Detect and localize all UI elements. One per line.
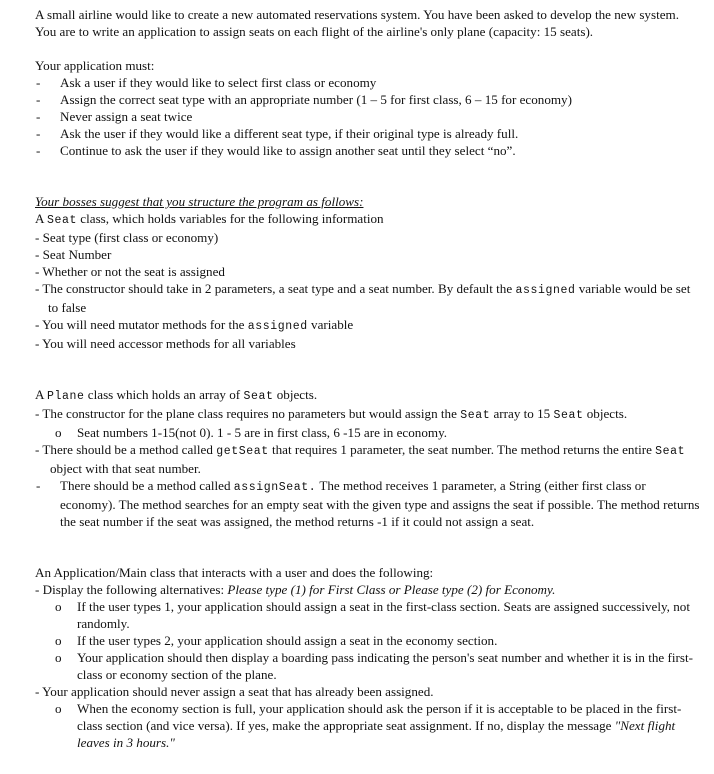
bullet-icon: o xyxy=(55,425,62,440)
plane-class-section xyxy=(35,386,700,530)
list-item: - You will need accessor methods for all variables xyxy=(35,336,296,351)
must-list xyxy=(35,74,700,159)
must-heading: Your application must: xyxy=(35,58,155,73)
bullet-icon: o xyxy=(55,599,62,614)
list-item: - The constructor should take in 2 parameters, a seat type and a seat number. By default the assigned variable would be set to false xyxy=(35,281,691,315)
list-item: o If the user types 2, your application should assign a seat in the economy section. xyxy=(55,633,498,648)
list-item: - There should be a method called assignSeat. The method receives 1 parameter, a String (either first class or economy). The method searches for an empty seat with the given type and assigns the seat if possible. The method returns the seat number if the seat was assigned, the method returns -1 if it could not assign a seat. xyxy=(36,478,700,529)
list-item: - Assign the correct seat type with an appropriate number (1 – 5 for first class, 6 – 15 for economy) xyxy=(36,92,572,107)
seat-class-section xyxy=(35,210,700,352)
app-class-section xyxy=(35,564,700,751)
list-item: - Ask the user if they would like a different seat type, if their original type is already full. xyxy=(36,126,519,141)
list-item: o Your application should then display a boarding pass indicating the person's seat number and whether it is in the first-class or economy section of the plane. xyxy=(55,650,693,682)
plane-class-intro: A Plane class which holds an array of Seat objects. xyxy=(35,387,318,403)
bullet-icon: o xyxy=(55,701,62,716)
list-item: - Ask a user if they would like to select first class or economy xyxy=(36,75,377,90)
list-item: - Seat type (first class or economy) xyxy=(35,230,219,245)
list-item: o If the user types 1, your application should assign a seat in the first-class section. Seats are assigned successively, not randomly. xyxy=(55,599,690,631)
list-item: - Whether or not the seat is assigned xyxy=(35,264,225,279)
list-item: - Your application should never assign a seat that has already been assigned. xyxy=(35,684,434,699)
list-item: - There should be a method called getSeat that requires 1 parameter, the seat number. The method returns the entire Seat object with that seat number. xyxy=(35,442,686,476)
intro-paragraph: A small airline would like to create a new automated reservations system. You have been asked to develop the new system. You are to write an application to assign seats on each flight of the airline's only plane (capacity: 15 seats). xyxy=(35,7,679,39)
list-item: - You will need mutator methods for the assigned variable xyxy=(35,317,354,333)
bullet-icon: o xyxy=(55,633,62,648)
list-item: o When the economy section is full, your application should ask the person if it is acceptable to be placed in the first-class section (and vice versa). If yes, make the appropriate seat assignment. If no, display the message "Next flight leaves in 3 hours." xyxy=(55,701,682,750)
bosses-heading: Your bosses suggest that you structure the program as follows: xyxy=(35,194,364,209)
list-item: o Seat numbers 1-15(not 0). 1 - 5 are in first class, 6 -15 are in economy. xyxy=(55,425,448,440)
list-item: - Display the following alternatives: Please type (1) for First Class or Please type (2) for Economy. xyxy=(35,582,556,597)
list-item: - Continue to ask the user if they would like to assign another seat until they select “no”. xyxy=(36,143,516,158)
list-item: - Never assign a seat twice xyxy=(36,109,193,124)
bullet-icon: o xyxy=(55,650,62,665)
seat-class-intro: A Seat class, which holds variables for the following information xyxy=(35,211,384,227)
app-class-intro: An Application/Main class that interacts with a user and does the following: xyxy=(35,565,434,580)
list-item: - The constructor for the plane class requires no parameters but would assign the Seat array to 15 Seat objects. xyxy=(35,406,628,422)
list-item: - Seat Number xyxy=(35,247,112,262)
